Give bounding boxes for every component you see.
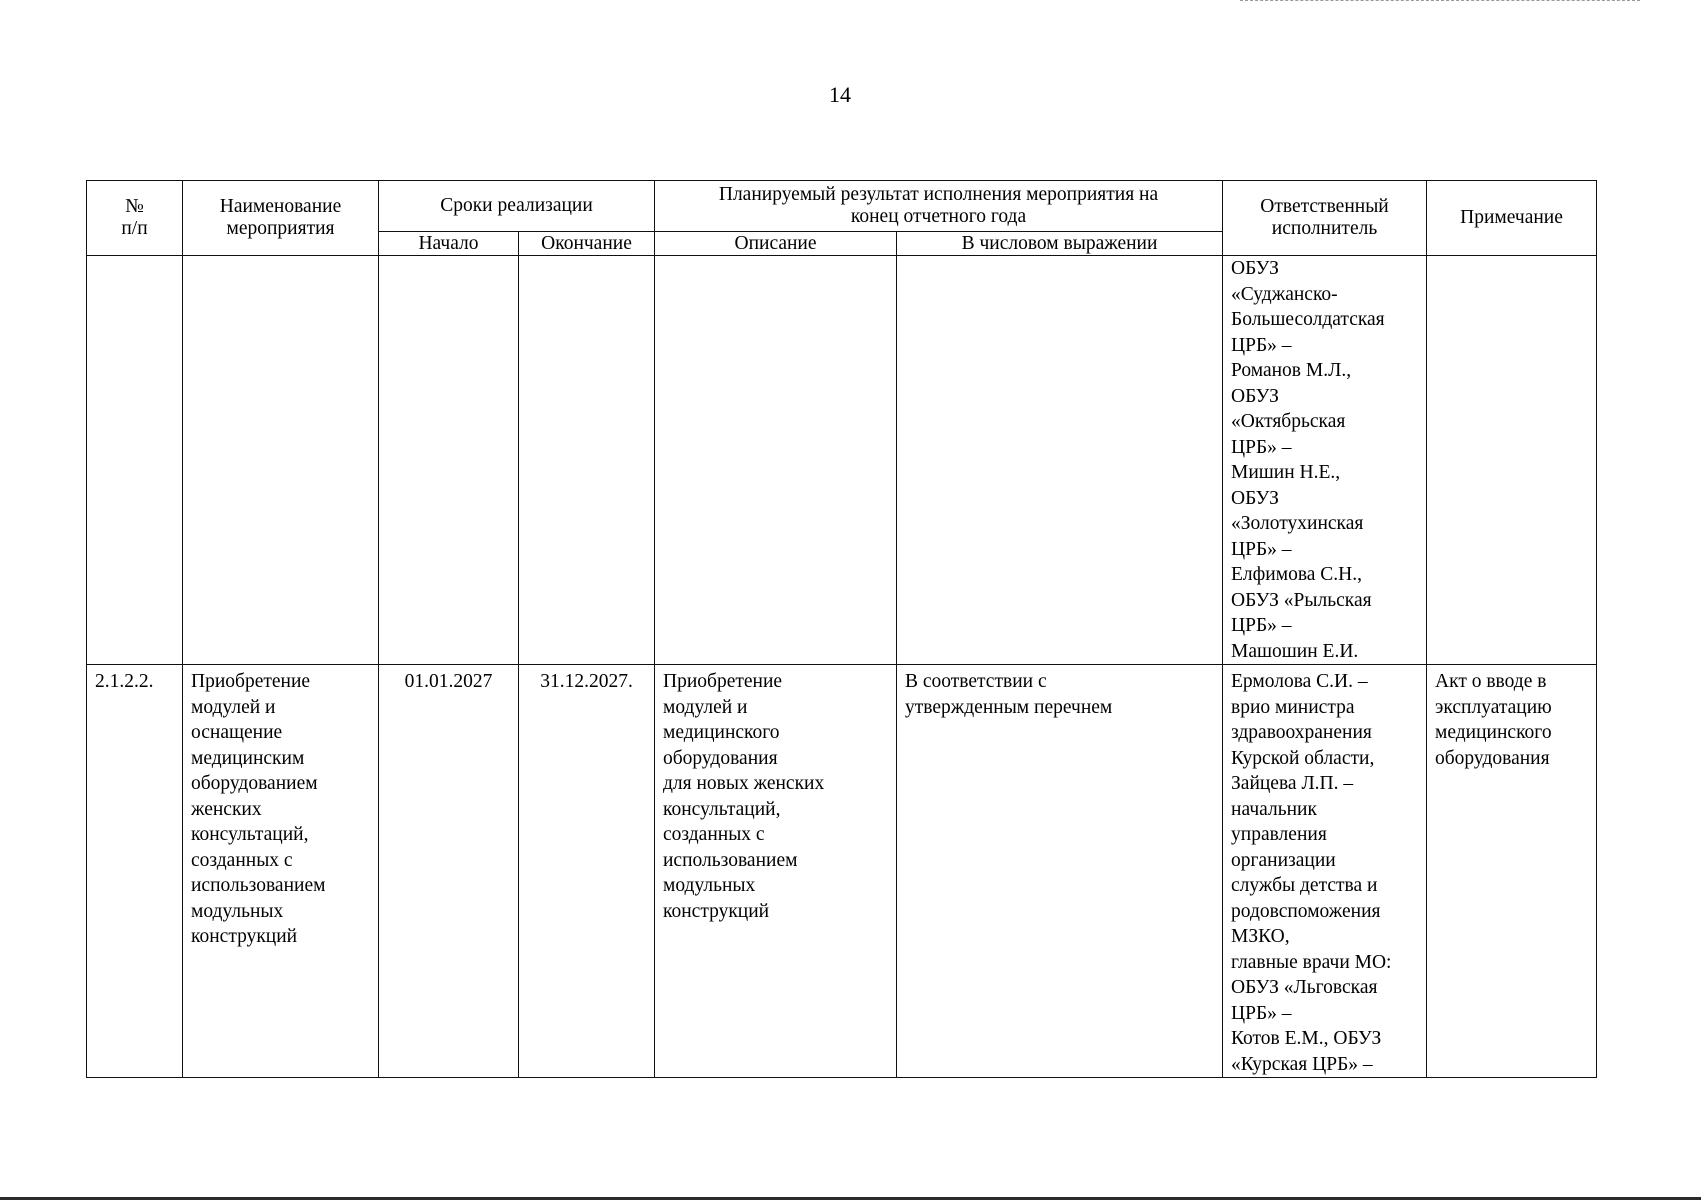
header-num-line-1: № <box>125 196 144 217</box>
cell-text-line: модулей и <box>191 696 276 718</box>
header-responsible <box>1223 181 1427 256</box>
cell-numeric <box>897 665 1223 1078</box>
cell-text-line: ОБУЗ «Льговская <box>1231 977 1378 998</box>
cell-text-line: ЦРБ» – <box>1231 1002 1292 1024</box>
cell-num <box>87 256 183 665</box>
scan-edge-top <box>1240 0 1640 3</box>
cell-start <box>379 256 519 665</box>
cell-text-line: МЗКО, <box>1231 926 1290 947</box>
cell-text-line: Большесолдатская <box>1231 309 1385 330</box>
cell-text-line: женских <box>191 798 262 820</box>
cell-text-line: «Суджанско- <box>1231 283 1338 305</box>
header-responsible-line-2: исполнитель <box>1271 218 1378 239</box>
cell-text-line: медицинского <box>663 722 780 743</box>
cell-text-line: ОБУЗ «Рыльская <box>1231 589 1372 611</box>
cell-text-line: оборудованием <box>191 773 318 794</box>
cell-text-line: врио министра <box>1231 696 1355 718</box>
cell-text-line: оборудования <box>663 747 778 769</box>
events-table <box>86 180 1597 1078</box>
cell-text-line: оснащение <box>191 722 283 743</box>
cell-text-line: использованием <box>191 875 326 896</box>
cell-text-line: утвержденным перечнем <box>905 696 1113 718</box>
header-num-line-2: п/п <box>121 218 148 239</box>
cell-description <box>655 665 897 1078</box>
header-name-line-1: Наименование <box>219 196 342 217</box>
cell-text-line: Приобретение <box>663 671 783 692</box>
cell-start: 01.01.2027 <box>379 665 519 1078</box>
cell-name <box>183 256 379 665</box>
cell-responsible <box>1223 256 1427 665</box>
cell-name <box>183 665 379 1078</box>
cell-text-line: «Золотухинская <box>1231 513 1364 534</box>
cell-text-line: управления <box>1231 824 1327 845</box>
cell-end <box>519 256 655 665</box>
cell-text-line: службы детства и <box>1231 875 1378 896</box>
cell-text-line: созданных с <box>191 849 293 871</box>
header-end: Окончание <box>519 232 655 256</box>
cell-text-line: родовспоможения <box>1231 900 1381 922</box>
cell-text-line: модулей и <box>663 696 748 718</box>
cell-text-line: ЦРБ» – <box>1231 334 1292 356</box>
cell-text-line: Мишин Н.Е., <box>1231 462 1341 483</box>
cell-num: 2.1.2.2. <box>87 665 183 1078</box>
cell-text-line: Ермолова С.И. – <box>1231 671 1368 692</box>
header-planned <box>655 181 1223 232</box>
cell-text-line: для новых женских <box>663 773 825 794</box>
cell-text-line: консультаций, <box>191 824 309 845</box>
header-description: Описание <box>655 232 897 256</box>
cell-text-line: Курской области, <box>1231 747 1375 769</box>
cell-text-line: медицинским <box>191 747 305 769</box>
header-num <box>87 181 183 256</box>
cell-text-line: ЦРБ» – <box>1231 615 1292 636</box>
cell-text-line: организации <box>1231 849 1336 871</box>
cell-text-line: Приобретение <box>191 671 311 692</box>
cell-text-line: Машошин Е.И. <box>1231 640 1359 662</box>
cell-text-line: использованием <box>663 849 798 871</box>
cell-text-line: «Курская ЦРБ» – <box>1231 1053 1373 1075</box>
cell-text-line: медицинского <box>1435 722 1552 743</box>
header-planned-line-1: Планируемый результат исполнения мероприятия на <box>718 184 1159 205</box>
cell-numeric <box>897 256 1223 665</box>
table-row <box>87 256 1597 665</box>
cell-description <box>655 256 897 665</box>
cell-responsible <box>1223 665 1427 1078</box>
header-numeric: В числовом выражении <box>897 232 1223 256</box>
cell-note <box>1427 665 1597 1078</box>
cell-text-line: модульных <box>663 875 756 896</box>
header-row <box>87 181 1597 232</box>
cell-note <box>1427 256 1597 665</box>
cell-text-line: Акт о вводе в <box>1435 671 1547 692</box>
cell-text-line: Елфимова С.Н., <box>1231 564 1363 585</box>
cell-text-line: созданных с <box>663 824 765 845</box>
table-row <box>87 665 1597 1078</box>
cell-text-line: «Октябрьская <box>1231 411 1346 432</box>
cell-end: 31.12.2027. <box>519 665 655 1078</box>
header-responsible-line-1: Ответственный <box>1260 196 1389 217</box>
cell-text-line: модульных <box>191 900 284 922</box>
cell-text-line: ОБУЗ <box>1231 385 1279 407</box>
cell-text-line: ОБУЗ <box>1231 487 1279 509</box>
cell-text-line: ЦРБ» – <box>1231 436 1292 458</box>
cell-text-line: Романов М.Л., <box>1231 360 1352 381</box>
cell-text-line: Зайцева Л.П. – <box>1231 773 1354 794</box>
cell-text-line: начальник <box>1231 798 1317 820</box>
cell-text-line: здравоохранения <box>1231 722 1372 743</box>
cell-text-line: главные врачи МО: <box>1231 951 1392 973</box>
cell-text-line: конструкций <box>663 900 770 922</box>
header-name <box>183 181 379 256</box>
cell-text-line: конструкций <box>191 926 298 947</box>
header-note: Примечание <box>1427 181 1597 256</box>
cell-text-line: консультаций, <box>663 798 781 820</box>
cell-text-line: оборудования <box>1435 747 1550 769</box>
page-number: 14 <box>829 82 851 107</box>
header-planned-line-2: конец отчетного года <box>850 206 1027 227</box>
cell-text-line: В соответствии с <box>905 671 1047 692</box>
header-name-line-2: мероприятия <box>226 218 335 239</box>
cell-text-line: ЦРБ» – <box>1231 538 1292 560</box>
cell-text-line: эксплуатацию <box>1435 696 1552 718</box>
header-terms: Сроки реализации <box>379 181 655 232</box>
header-start: Начало <box>379 232 519 256</box>
cell-text-line: ОБУЗ <box>1231 258 1279 279</box>
cell-text-line: Котов Е.М., ОБУЗ <box>1231 1028 1382 1049</box>
